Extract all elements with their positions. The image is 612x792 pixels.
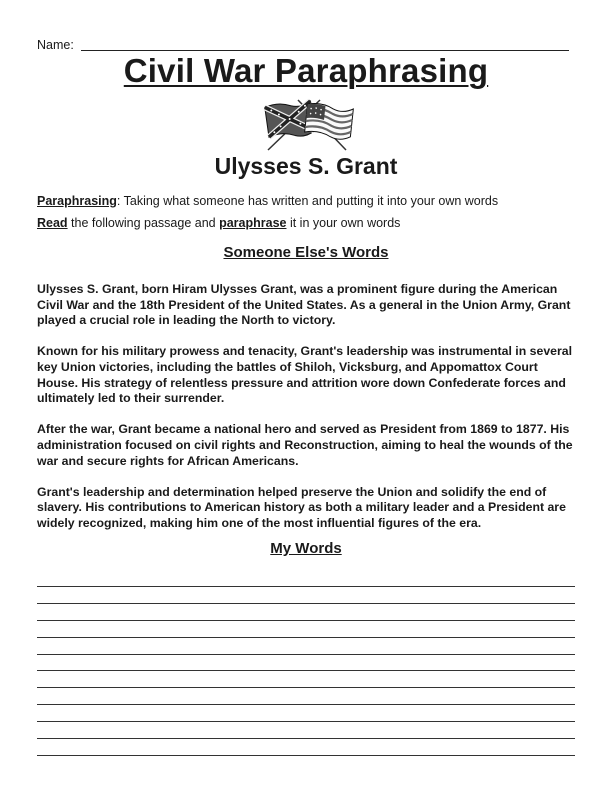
passage-paragraph: Known for his military prowess and tenacity, Grant's leadership was instrumental in several key Union victories, including the battles of Shiloh, Vicksburg, and Appomattox Court House. His strategy of relentless pressure and attrition wore down Confederate forces and ultimately led to their surrender. <box>37 344 573 406</box>
instruction-keyword-read: Read <box>37 216 68 230</box>
passage <box>37 282 582 547</box>
definition-term: Paraphrasing <box>37 194 117 208</box>
writing-line[interactable] <box>37 688 575 705</box>
definition-text: : Taking what someone has written and putting it into your own words <box>116 194 499 208</box>
worksheet-title: Civil War Paraphrasing <box>123 52 489 89</box>
writing-line[interactable] <box>37 671 575 688</box>
instruction-text-2: it in your own words <box>286 216 401 230</box>
instruction-text-1: the following passage and <box>67 216 220 230</box>
passage-paragraph: After the war, Grant became a national hero and served as President from 1869 to 1877. His administration focused on civil rights and Reconstruction, aiming to heal the wounds of the war and secure rights for African Americans. <box>37 422 573 468</box>
writing-lines <box>37 586 575 756</box>
my-words-heading: My Words <box>270 540 342 557</box>
instruction-keyword-paraphrase: paraphrase <box>219 216 287 230</box>
writing-line[interactable] <box>37 587 575 604</box>
name-label: Name: <box>37 38 74 52</box>
crossed-civil-war-flags-icon <box>256 96 358 152</box>
passage-paragraph: Grant's leadership and determination helped preserve the Union and solidify the end of slavery. His contributions to American history as both a military leader and a President are widely recognized, making him one of the most influential figures of the era. <box>37 484 566 530</box>
instruction-line <box>37 216 400 230</box>
subject-heading: Ulysses S. Grant <box>214 153 398 179</box>
someone-elses-words-heading: Someone Else's Words <box>223 244 389 261</box>
name-blank-line[interactable] <box>81 50 569 51</box>
writing-line[interactable] <box>37 722 575 739</box>
writing-line[interactable] <box>37 604 575 621</box>
definition-line <box>37 194 498 208</box>
writing-line[interactable] <box>37 621 575 638</box>
writing-line[interactable] <box>37 739 575 756</box>
passage-paragraph: Ulysses S. Grant, born Hiram Ulysses Grant, was a prominent figure during the American Civil War and the 18th President of the United States. As a general in the Union Army, Grant played a crucial role in leading the North to victory. <box>37 282 571 328</box>
writing-line[interactable] <box>37 638 575 655</box>
writing-line[interactable] <box>37 655 575 672</box>
writing-line[interactable] <box>37 705 575 722</box>
